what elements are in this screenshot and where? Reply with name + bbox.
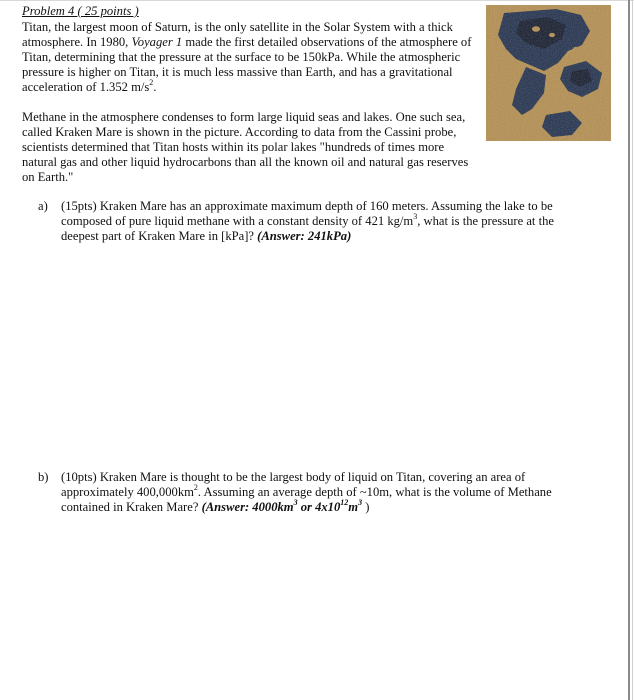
part-b-label: b) bbox=[38, 470, 49, 484]
part-a-line-3: deepest part of Kraken Mare in [kPa]? (Answer: 241kPa) bbox=[61, 229, 352, 243]
page-top-border bbox=[0, 0, 634, 1]
intro-line-5: acceleration of 1.352 $m/s^2$. bbox=[22, 77, 157, 94]
part-b-answer: (Answer: $4000km^3$ or $4x10^{12}m^3$ bbox=[201, 497, 363, 514]
kraken-mare-radar-map bbox=[486, 5, 611, 141]
part-a-answer: (Answer: 241kPa) bbox=[257, 229, 352, 243]
part-b-line-1: (10pts) Kraken Mare is thought to be the largest body of liquid on Titan, covering an area of bbox=[61, 470, 526, 484]
intro-line-1: Titan, the largest moon of Saturn, is the only satellite in the Solar System with a thick bbox=[22, 20, 453, 34]
page-right-border-outer bbox=[632, 0, 633, 700]
kraken-mare-image bbox=[486, 5, 611, 141]
intro-line-4: pressure is higher on Titan, it is much less massive than Earth, and has a gravitational bbox=[22, 65, 453, 79]
part-a-label: a) bbox=[38, 199, 48, 213]
problem-title: Problem 4 ( 25 points ) bbox=[22, 4, 139, 18]
methane-line-4: natural gas and other liquid hydrocarbons than all the known oil and natural gas reserves bbox=[22, 155, 469, 169]
part-a-line-2: composed of pure liquid methane with a constant density of 421 $kg/m^3$, what is the pressure at the bbox=[61, 211, 554, 228]
methane-line-3: scientists determined that Titan hosts within its polar lakes "hundreds of times more bbox=[22, 140, 445, 154]
intro-line-3: Titan, determining that the pressure at the surface to be 150kPa. While the atmospheric bbox=[22, 50, 461, 64]
part-a-line-1: (15pts) Kraken Mare has an approximate maximum depth of 160 meters. Assuming the lake to be bbox=[61, 199, 553, 213]
methane-line-2: called Kraken Mare is shown in the picture. According to data from the Cassini probe, bbox=[22, 125, 457, 139]
methane-line-1: Methane in the atmosphere condenses to form large liquid seas and lakes. One such sea, bbox=[22, 110, 466, 124]
part-b-line-2: approximately $400,000km^2$. Assuming an average depth of ~10m, what is the volume of Methane bbox=[61, 482, 552, 499]
part-b-line-3: contained in Kraken Mare? (Answer: $4000km^3$ or $4x10^{12}m^3$ ) bbox=[61, 497, 370, 514]
page-right-border bbox=[628, 0, 630, 700]
methane-line-5: on Earth." bbox=[22, 170, 74, 184]
intro-line-2: atmosphere. In 1980, Voyager 1 made the first detailed observations of the atmosphere of bbox=[22, 35, 472, 49]
